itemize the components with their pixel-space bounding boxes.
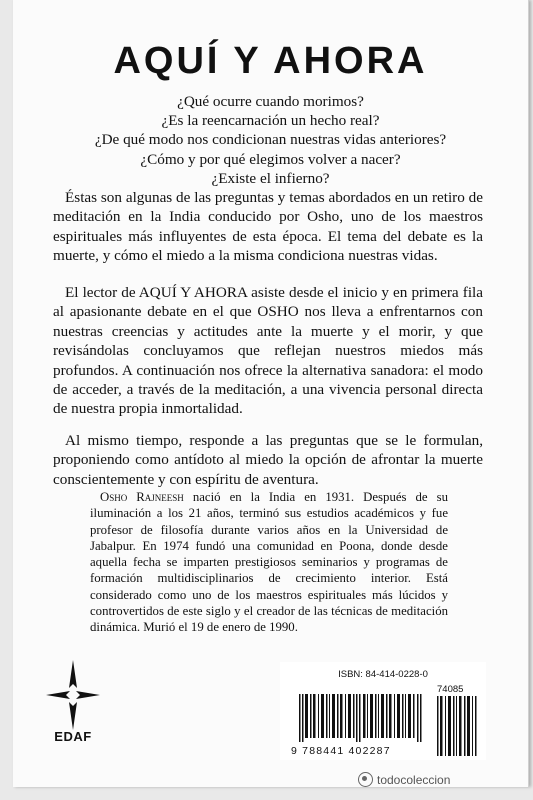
watermark-text: todocoleccion: [377, 772, 451, 787]
author-name: Osho Rajneesh: [100, 490, 184, 504]
publisher-name: EDAF: [54, 729, 92, 744]
book-title: AQUÍ Y AHORA: [113, 40, 428, 82]
author-bio-text: nació en la India en 1931. Después de su iluminación a los 21 años, terminó sus estudios académicos y fue profesor de filosofía durante varios años en la Universidad de Jabalpur. En 1974 fundó una comunidad en Poona, donde desde aquella fecha se imparten prestigiosos seminarios y programas de formación multidisciplinarios de crecimiento interior. Está considerado como uno de los maestros espirituales más lúcidos y controvertidos de este siglo y el creador de las técnicas de meditación dinámica. Murió el 19 de enero de 1990.: [90, 490, 448, 635]
watermark: [358, 772, 450, 787]
publisher-logo-icon: [46, 660, 100, 730]
watermark-logo-icon: [358, 772, 373, 787]
question-line: ¿Es la reencarnación un hecho real?: [161, 112, 380, 130]
question-line: ¿Qué ocurre cuando morimos?: [177, 93, 364, 110]
description-paragraph-3: Al mismo tiempo, responde a las preguntas que se le formulan, proponiendo como antídoto al miedo la opción de afrontar la muerte conscientemente y con espíritu de aventura.: [53, 432, 483, 488]
barcode-icon: [299, 694, 424, 742]
barcode-addon-icon: [437, 696, 477, 756]
question-line: ¿Existe el infierno?: [211, 169, 330, 187]
question-line: ¿Cómo y por qué elegimos volver a nacer?: [140, 150, 401, 168]
question-list: [13, 92, 528, 188]
barcode-number: 9 788441 402287: [291, 745, 391, 757]
book-back-cover: [13, 0, 529, 787]
price-code: 74085: [437, 684, 464, 695]
author-bio: [90, 489, 448, 636]
isbn-label: ISBN: 84-414-0228-0: [338, 669, 428, 680]
question-line: ¿De qué modo nos condicionan nuestras vidas anteriores?: [94, 131, 447, 149]
description-paragraph-2: El lector de AQUÍ Y AHORA asiste desde el inicio y en primera fila al apasionante debate en el que OSHO nos lleva a enfrentarnos con nuestras creencias y actitudes ante la muerte y el morir, y que revisándolas concluyamos que reflejan nuestros miedos más profundos. A continuación nos ofrece la alternativa sanadora: el modo de acceder, a través de la meditación, a una vivencia personal directa de nuestra propia inmortalidad.: [53, 284, 483, 418]
description-paragraph-1: Éstas son algunas de las preguntas y temas abordados en un retiro de meditación en la India conducido por Osho, uno de los maestros espirituales más influyentes de esta época. El tema del debate es la muerte, y cómo el miedo a la misma condiciona nuestras vidas.: [53, 189, 483, 265]
